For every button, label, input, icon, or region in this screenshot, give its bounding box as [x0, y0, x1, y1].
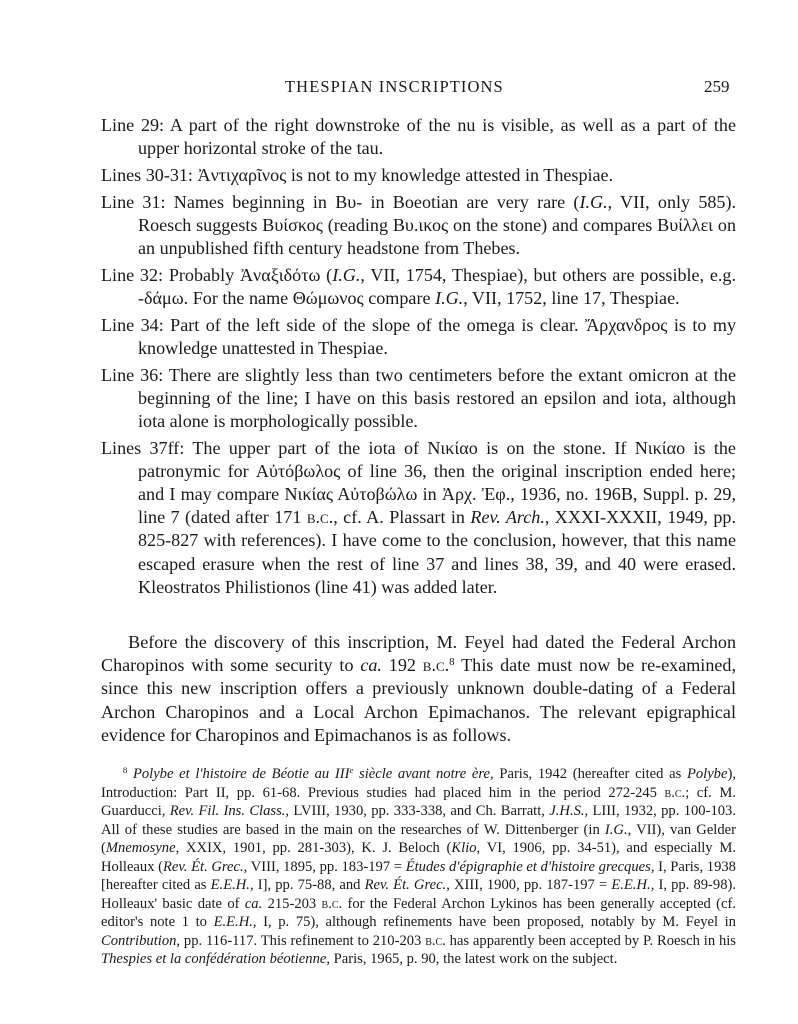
greek-word: Βυ.ικος: [392, 214, 449, 235]
line-commentary: [101, 114, 736, 603]
footnote-number: 8: [122, 765, 128, 776]
greek-word: Θώμωνος: [292, 287, 364, 308]
footnote-ref: 8: [449, 656, 455, 669]
greek-word: Ἀρχ. Ἐφ.: [441, 484, 511, 505]
greek-word: Ἀναξιδότω: [239, 264, 321, 285]
greek-word: Ἀντιχαρῖνος: [197, 164, 287, 185]
note-line-29: Line 29: A part of the right downstroke of the nu is visible, as well as a part of the upper horizontal stroke of the tau.: [101, 115, 736, 159]
note-lines-30-31: Lines 30-31: Ἀντιχαρῖνος is not to my knowledge attested in Thespiae.: [101, 164, 614, 185]
note-lines-37ff: Lines 37ff: The upper part of the iota of Νικίαο is on the stone. If Νικίαο is the patronymic for Αὐτόβωλος of line 36, then the original inscription ended here; and I may compare Νικίας Αὐτοβώλω in Ἀρχ. Ἐφ., 1936, no. 196B, Suppl. p. 29, line 7 (dated after 171 b.c., cf. A. Plassart in Rev. Arch., XXXI-XXXII, 1949, pp. 825-827 with references). I have come to the conclusion, however, that this name escaped erasure when the rest of line 37 and lines 38, 39, and 40 were erased. Kleostratos Philistionos (line 41) was added later.: [101, 437, 737, 597]
greek-word: Βυίλλει: [657, 214, 714, 235]
footnote: $^8$ Polybe et l'histoire de Béotie au IIIe siècle avant notre ère, Paris, 1942 (hereafter cited as Polybe), Introduction: Part II, pp. 61-68. Previous studies had placed him in the period 272-245 b.c.; cf. M. Guarducci, Rev. Fil. Ins. Class., LVIII, 1930, pp. 333-338, and Ch. Barratt, J.H.S., LIII, 1932, pp. 100-103. All of these studies are based in the main on the researches of W. Dittenberger (in I.G., VII), van Gelder (Mnemosyne, XXIX, 1901, pp. 281-303), K. J. Beloch (Klio, VI, 1906, pp. 34-51), and especially M. Holleaux (Rev. Ét. Grec., VIII, 1895, pp. 183-197 = Études d'épigraphie et d'histoire grecques, I, Paris, 1938 [hereafter cited as E.E.H., I], pp. 75-88, and Rev. Ét. Grec., XIII, 1900, pp. 187-197 = E.E.H., I, pp. 89-98). Holleaux' basic date of ca. 215-203 b.c. for the Federal Archon Lykinos has been generally accepted (cf. editor's note 1 to E.E.H., I, p. 75), although refinements have been proposed, notably by M. Feyel in Contribution, pp. 116-117. This refinement to 210-203 b.c. has apparently been accepted by P. Roesch in his Thespies et la confédération béotienne, Paris, 1965, p. 90, the latest work on the subject.: [101, 765, 737, 968]
page-header: [0, 77, 798, 101]
greek-word: -δάμω: [138, 287, 184, 308]
note-label: Line 31:: [101, 191, 166, 212]
note-line-36: Line 36: There are slightly less than two centimeters before the extant omicron at the beginning of the line; I have on this basis restored an epsilon and iota, although iota alone is morphologically possible.: [101, 364, 736, 431]
running-title: THESPIAN INSCRIPTIONS: [285, 77, 504, 96]
greek-word: Αὐτόβωλος: [255, 460, 341, 481]
greek-word: Νικίας Αὐτοβώλω: [284, 484, 418, 505]
greek-word: Βυίσκος: [262, 214, 323, 235]
body-paragraph: Before the discovery of this inscription, M. Feyel had dated the Federal Archon Charopinos with some security to ca. 192 b.c.$^8$ This date must now be re-examined, since this new inscription offers a previously unknown double-dating of a Federal Archon Charopinos and a Local Archon Epimachanos. The relevant epigraphical evidence for Charopinos and Epimachanos is as follows.: [101, 632, 736, 745]
note-line-31: Line 31: Names beginning in Βυ- in Boeotian are very rare (I.G., VII, only 585). Roesch suggests Βυίσκος (reading Βυ.ικος on the stone) and compares Βυίλλει on an unpublished fifth century headstone from Thebes.: [101, 191, 737, 259]
note-label: Line 29:: [101, 115, 165, 135]
note-line-32: Line 32: Probably Ἀναξιδότω (I.G., VII, 1754, Thespiae), but others are possible, e.g. -δάμω. For the name Θώμωνος compare I.G., VII, 1752, line 17, Thespiae.: [101, 264, 736, 308]
note-label: Line 32:: [101, 264, 164, 285]
note-label: Lines 37ff:: [101, 437, 185, 458]
greek-word: Νικίαο: [427, 437, 478, 458]
page-number: 259: [704, 77, 730, 96]
note-label: Lines 30-31:: [101, 164, 193, 185]
greek-word: Νικίαο: [634, 437, 686, 458]
note-label: Line 36:: [101, 364, 164, 385]
greek-word: Βυ-: [335, 191, 363, 212]
note-label: Line 34:: [101, 314, 164, 335]
note-line-34: Line 34: Part of the left side of the slope of the omega is clear. Ἄρχανδρος is to my knowledge unattested in Thespiae.: [101, 314, 737, 358]
greek-word: Ἄρχανδρος: [585, 314, 668, 335]
